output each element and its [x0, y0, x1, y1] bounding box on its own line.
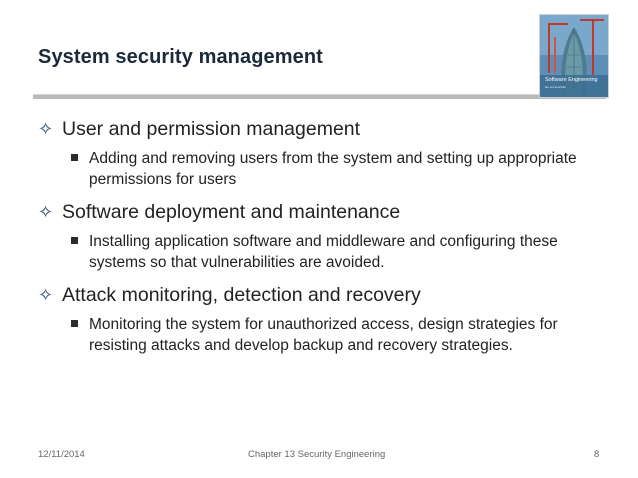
sub-bullet-text: Adding and removing users from the system and setting up appropriate permissions for users [89, 150, 577, 188]
bullet-text: Attack monitoring, detection and recovery [62, 284, 421, 306]
title-divider [33, 94, 606, 99]
book-cover-image [539, 14, 609, 98]
footer-page-number: 8 [594, 449, 600, 460]
book-cover-title: Software Engineering [545, 77, 598, 83]
bullet-item [38, 116, 606, 142]
footer-date: 12/11/2014 [38, 449, 85, 460]
square-bullet-icon [71, 320, 78, 327]
bullet-text: User and permission management [62, 118, 361, 140]
four-point-star-icon: ✧ [38, 285, 54, 305]
sub-bullet-text: Monitoring the system for unauthorized access, design strategies for resisting attacks and develop backup and recovery strategies. [89, 316, 558, 354]
bullet-text: Software deployment and maintenance [62, 201, 401, 223]
sub-bullet-item [89, 314, 606, 356]
slide-title: System security management [38, 46, 323, 68]
bullet-item [38, 199, 606, 225]
book-cover-author: ian sommerville [545, 85, 566, 89]
footer-chapter: Chapter 13 Security Engineering [248, 449, 386, 460]
square-bullet-icon [71, 154, 78, 161]
bullet-item [38, 282, 606, 308]
sub-bullet-item [89, 231, 606, 273]
four-point-star-icon: ✧ [38, 119, 54, 139]
bullet-list [38, 116, 606, 365]
square-bullet-icon [71, 237, 78, 244]
sub-bullet-item [89, 148, 606, 190]
sub-bullet-text: Installing application software and middleware and configuring these systems so that vulnerabilities are avoided. [89, 233, 558, 271]
four-point-star-icon: ✧ [38, 202, 54, 222]
